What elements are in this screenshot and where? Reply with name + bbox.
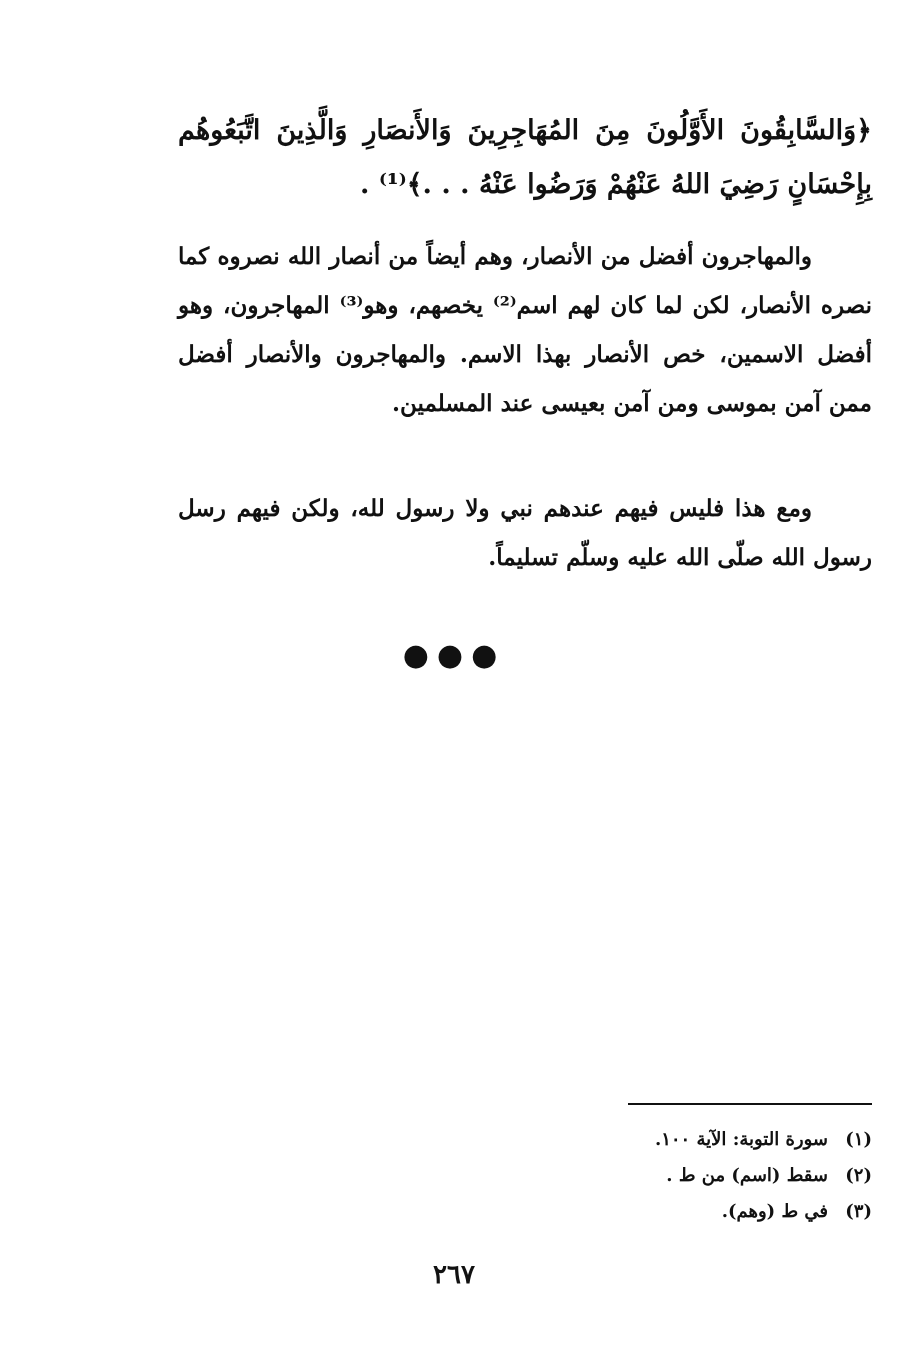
footnote-separator	[628, 1103, 872, 1105]
footnote-1	[300, 1122, 872, 1158]
body-paragraph-1: والمهاجرون أفضل من الأنصار، وهم أيضاً من أنصار الله نصروه كما نصره الأنصار، لكن لما كان لهم اسم⁽²⁾ يخصهم، وهو⁽³⁾ المهاجرون، وهو أفضل الاسمين، خص الأنصار بهذا الاسم. والمهاجرون والأنصار أفضل ممن آمن بموسى ومن آمن بعيسى عند المسلمين.	[178, 243, 872, 417]
footnote-text: سقط (اسم) من ط .	[666, 1165, 828, 1186]
page-number: ٢٦٧	[433, 1260, 475, 1290]
footnote-number: (١)	[845, 1129, 872, 1150]
footnote-number: (٢)	[845, 1165, 872, 1186]
quran-verse: ﴿وَالسَّابِقُونَ الأَوَّلُونَ مِنَ المُهَاجِرِينَ وَالأَنصَارِ وَالَّذِينَ اتَّبَعُوهُم بِإِحْسَانٍ رَضِيَ اللهُ عَنْهُمْ وَرَضُوا عَنْهُ . . .﴾⁽¹⁾ .	[178, 115, 872, 200]
footnote-3	[300, 1194, 872, 1230]
footnote-2	[300, 1158, 872, 1194]
footnote-number: (٣)	[845, 1201, 872, 1222]
footnotes	[300, 1122, 872, 1230]
body-paragraph-2: ومع هذا فليس فيهم عندهم نبي ولا رسول لله، ولكن فيهم رسل رسول الله صلّى الله عليه وسلّم تسليماً.	[178, 495, 872, 571]
footnote-text: سورة التوبة: الآية ١٠٠.	[654, 1129, 828, 1150]
section-divider: ●●●	[402, 638, 506, 673]
footnote-text: في ط (وهم).	[721, 1201, 828, 1222]
